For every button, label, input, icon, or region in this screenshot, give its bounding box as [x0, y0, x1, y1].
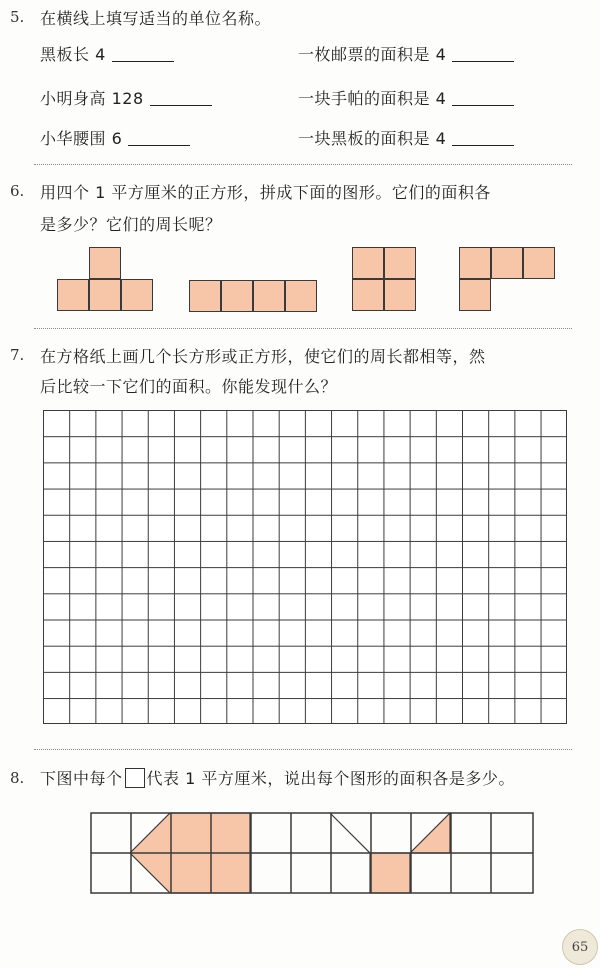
section-divider: [34, 749, 572, 750]
graph-paper-grid[interactable]: [43, 410, 567, 724]
unit-square: [189, 280, 221, 312]
q8-figure: [90, 812, 534, 894]
section-divider: [34, 164, 572, 165]
unit-square: [352, 247, 384, 279]
q5-item-5: [40, 126, 190, 149]
unit-square-icon: [125, 768, 145, 788]
unit-square: [57, 279, 89, 311]
q8-number: 8.: [10, 769, 25, 787]
page-number: 65: [562, 929, 598, 965]
unit-square: [89, 247, 121, 279]
unit-square: [523, 247, 555, 279]
q7-prompt-line2: 后比较一下它们的面积。你能发现什么？: [40, 377, 338, 396]
q6-prompt-line2: 是多少？它们的周长呢？: [40, 215, 222, 234]
q5-item-3-text: 小明身高 128: [40, 89, 144, 108]
section-divider: [34, 328, 572, 329]
answer-blank[interactable]: [112, 47, 174, 62]
q5-item-4-text: 一块手帕的面积是 4: [298, 89, 447, 108]
unit-square: [491, 247, 523, 279]
answer-blank[interactable]: [150, 91, 212, 106]
unit-square: [384, 279, 416, 311]
unit-square: [221, 280, 253, 312]
answer-blank[interactable]: [128, 131, 190, 146]
unit-square: [253, 280, 285, 312]
unit-square: [384, 247, 416, 279]
answer-blank[interactable]: [452, 131, 514, 146]
q5-item-6-text: 一块黑板的面积是 4: [298, 129, 447, 148]
q5-item-1: [40, 42, 174, 65]
q5-item-2: [298, 42, 514, 65]
answer-blank[interactable]: [452, 91, 514, 106]
q7-number: 7.: [10, 346, 25, 364]
q5-item-2-text: 一枚邮票的面积是 4: [298, 45, 447, 64]
q5-item-5-text: 小华腰围 6: [40, 129, 123, 148]
answer-blank[interactable]: [452, 47, 514, 62]
q6-number: 6.: [10, 182, 25, 200]
q5-item-1-text: 黑板长 4: [40, 45, 106, 64]
q8-prompt-after: 代表 1 平方厘米，说出每个图形的面积各是多少。: [146, 769, 515, 788]
unit-square: [285, 280, 317, 312]
q8-prompt-before: 下图中每个: [40, 769, 123, 788]
q5-item-3: [40, 86, 212, 109]
q5-number: 5.: [10, 8, 25, 26]
q5-prompt: 在横线上填写适当的单位名称。: [40, 9, 272, 28]
unit-square: [459, 247, 491, 279]
q7-prompt-line1: 在方格纸上画几个长方形或正方形，使它们的周长都相等，然: [40, 347, 486, 366]
unit-square: [352, 279, 384, 311]
q5-item-4: [298, 86, 514, 109]
unit-square: [89, 279, 121, 311]
q8-prompt: [40, 766, 515, 789]
q5-item-6: [298, 126, 514, 149]
unit-square: [121, 279, 153, 311]
unit-square: [459, 279, 491, 311]
q6-prompt-line1: 用四个 1 平方厘米的正方形，拼成下面的图形。它们的面积各: [40, 183, 491, 202]
